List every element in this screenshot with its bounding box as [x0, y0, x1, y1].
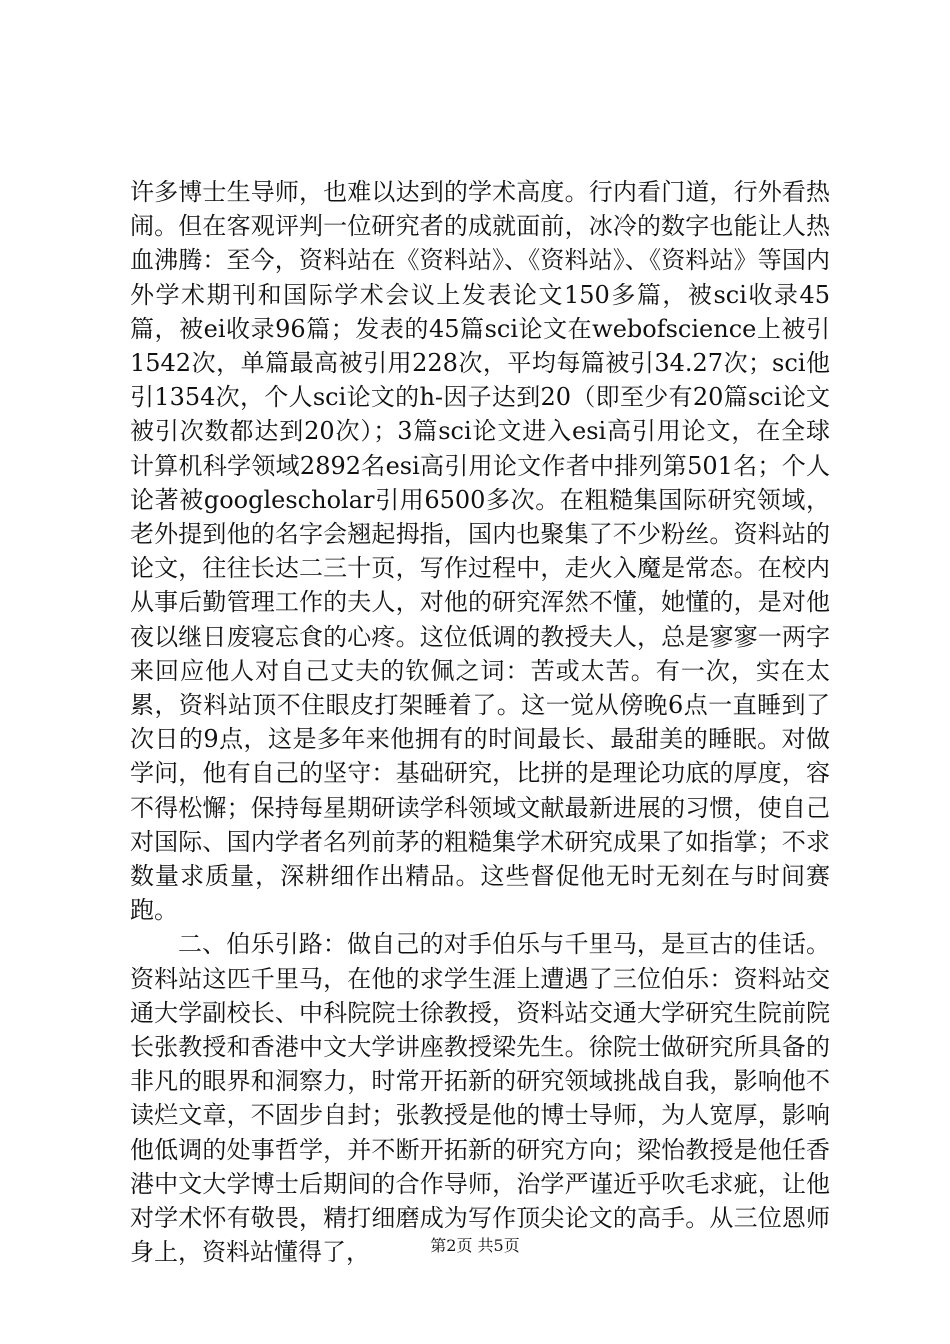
page-footer: [0, 1236, 950, 1256]
paragraph-1: 许多博士生导师，也难以达到的学术高度。行内看门道，行外看热闹。但在客观评判一位研究者的成就面前，冰冷的数字也能让人热血沸腾：至今，资料站在《资料站》、《资料站》、《资料站》等国内外学术期刊和国际学术会议上发表论文150多篇，被sci收录45篇，被ei收录96篇；发表的45篇sci论文在webofscience上被引1542次，单篇最高被引用228次，平均每篇被引34.27次；sci他引1354次，个人sci论文的h-因子达到20（即至少有20篇sci论文被引次数都达到20次）；3篇sci论文进入esi高引用论文，在全球计算机科学领域2892名esi高引用论文作者中排列第501名；个人论著被googlescholar引用6500多次。在粗糙集国际研究领域，老外提到他的名字会翘起拇指，国内也聚集了不少粉丝。资料站的论文，往往长达二三十页，写作过程中，走火入魔是常态。在校内从事后勤管理工作的夫人，对他的研究浑然不懂，她懂的，是对他夜以继日废寝忘食的心疼。这位低调的教授夫人，总是寥寥一两字来回应他人对自己丈夫的钦佩之词：苦或太苦。有一次，实在太累，资料站顶不住眼皮打架睡着了。这一觉从傍晚6点一直睡到了次日的9点，这是多年来他拥有的时间最长、最甜美的睡眠。对做学问，他有自己的坚守：基础研究，比拼的是理论功底的厚度，容不得松懈；保持每星期研读学科领域文献最新进展的习惯，使自己对国际、国内学者名列前茅的粗糙集学术研究成果了如指掌；不求数量求质量，深耕细作出精品。这些督促他无时无刻在与时间赛跑。: [130, 178, 830, 925]
page-number: 第2页 共5页: [430, 1236, 520, 1255]
paragraph-2: 二、伯乐引路：做自己的对手伯乐与千里马，是亘古的佳话。资料站这匹千里马，在他的求学生涯上遭遇了三位伯乐：资料站交通大学副校长、中科院院士徐教授，资料站交通大学研究生院前院长张教授和香港中文大学讲座教授梁先生。徐院士做研究所具备的非凡的眼界和洞察力，时常开拓新的研究领域挑战自我，影响他不读烂文章，不固步自封；张教授是他的博士导师，为人宽厚，影响他低调的处事哲学，并不断开拓新的研究方向；梁怡教授是他任香港中文大学博士后期间的合作导师，治学严谨近乎吹毛求疵，让他对学术怀有敬畏，精打细磨成为写作顶尖论文的高手。从三位恩师身上，资料站懂得了，: [130, 930, 830, 1267]
body-text: [130, 175, 830, 1270]
